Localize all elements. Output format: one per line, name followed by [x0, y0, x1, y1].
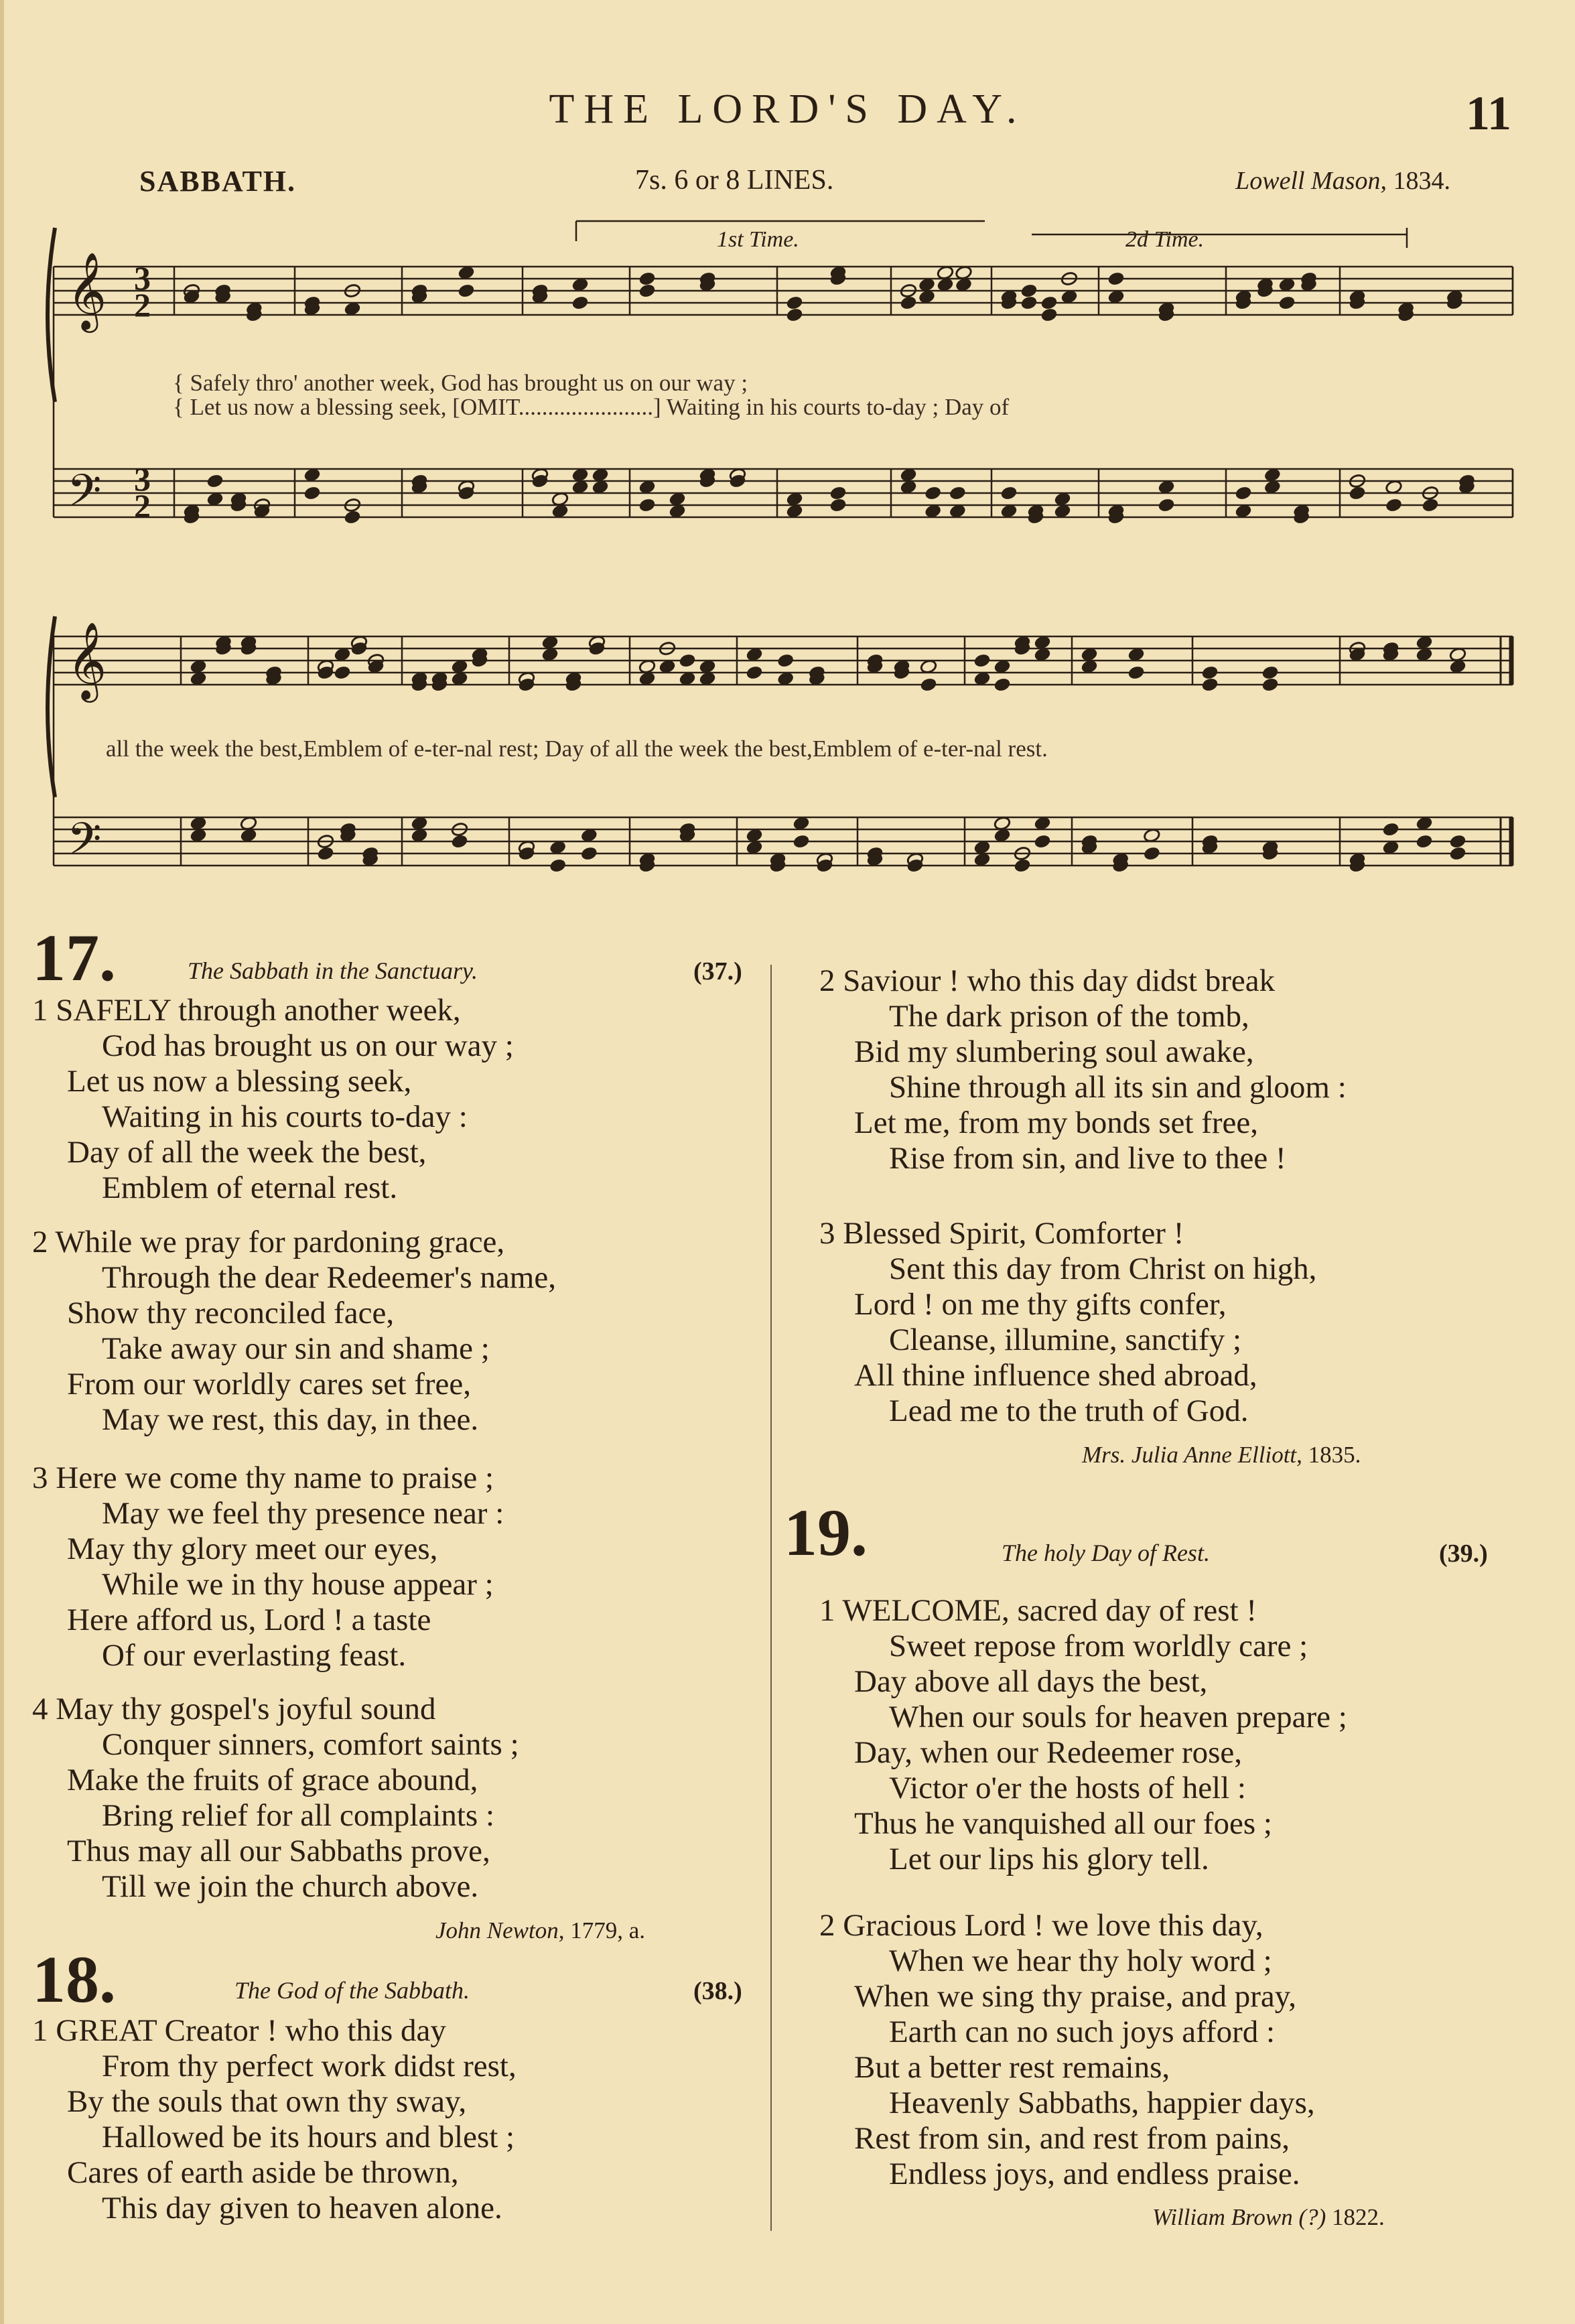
- verse-line: 1 GREAT Creator ! who this day: [32, 2013, 446, 2048]
- running-title: THE LORD'S DAY.: [549, 86, 1026, 132]
- verse-line: Thus he vanquished all our foes ;: [854, 1806, 1272, 1841]
- verse-line: Bring relief for all complaints :: [102, 1798, 495, 1833]
- notehead: [571, 295, 589, 311]
- hymn-17-verse-2: [32, 1225, 556, 1438]
- hymn-19-verse-2: [819, 1908, 1315, 2192]
- notehead: [1014, 858, 1031, 874]
- notehead: [1201, 665, 1219, 681]
- verse-line: Hallowed be its hours and blest ;: [102, 2120, 515, 2155]
- hymn-17-title: The Sabbath in the Sanctuary.: [188, 957, 478, 984]
- svg-text:𝄞: 𝄞: [67, 251, 107, 330]
- verse-line: Through the dear Redeemer's name,: [102, 1260, 556, 1295]
- svg-text:3: 3: [134, 460, 151, 498]
- verse-line: When we hear thy holy word ;: [889, 1943, 1272, 1978]
- verse-line: Cleanse, illumine, sanctify ;: [889, 1322, 1242, 1357]
- notehead: [949, 486, 966, 501]
- verse-line: Rise from sin, and live to thee !: [889, 1141, 1286, 1176]
- page-edge: [0, 0, 4, 2324]
- notehead: [1020, 295, 1038, 311]
- verse-line: Day above all days the best,: [854, 1664, 1208, 1699]
- verse-line: Sent this day from Christ on high,: [889, 1251, 1317, 1286]
- tune-composer: Lowell Mason, 1834.: [1235, 167, 1450, 195]
- underlay-line-3: all the week the best,Emblem of e-ter-nal rest; Day of all the week the best,Emblem of e-ter-nal rest.: [106, 736, 1048, 762]
- verse-line: Lord ! on me thy gifts confer,: [854, 1287, 1227, 1322]
- verse-line: 2 Gracious Lord ! we love this day,: [819, 1908, 1263, 1943]
- notehead: [1158, 498, 1175, 513]
- notehead: [1034, 834, 1051, 849]
- notehead: [458, 283, 475, 299]
- notehead: [925, 486, 942, 501]
- verse-line: Heavenly Sabbaths, happier days,: [889, 2086, 1315, 2120]
- column-divider: [770, 965, 772, 2231]
- notehead: [1201, 677, 1219, 693]
- verse-line: Cares of earth aside be thrown,: [67, 2155, 459, 2190]
- verse-line: While we in thy house appear ;: [102, 1567, 494, 1602]
- notehead: [1040, 295, 1058, 311]
- verse-line: Rest from sin, and rest from pains,: [854, 2121, 1290, 2156]
- svg-text:𝄞: 𝄞: [67, 621, 107, 699]
- notehead: [900, 295, 917, 311]
- verse-line: 3 Here we come thy name to praise ;: [32, 1460, 494, 1495]
- notehead: [344, 510, 361, 525]
- notehead: [1385, 498, 1402, 513]
- hymn-18-number: 18.: [32, 1942, 116, 2017]
- verse-line: Waiting in his courts to-day :: [102, 1099, 468, 1134]
- verse-line: By the souls that own thy sway,: [67, 2084, 467, 2119]
- notehead: [549, 858, 567, 874]
- page-number: 11: [1465, 86, 1511, 140]
- notehead: [786, 307, 803, 323]
- hymn-19-attribution: William Brown (?) 1822.: [1152, 2204, 1385, 2230]
- hymn-19-verse-1: [819, 1593, 1347, 1877]
- notehead: [580, 846, 598, 862]
- notehead: [777, 653, 795, 669]
- hymn-18-verse-1: [32, 2013, 517, 2226]
- notehead: [317, 846, 334, 862]
- verse-line: Of our everlasting feast.: [102, 1638, 407, 1673]
- verse-line: Conquer sinners, comfort saints ;: [102, 1727, 519, 1762]
- notehead: [829, 486, 847, 501]
- verse-line: But a better rest remains,: [854, 2050, 1170, 2085]
- svg-text:2: 2: [134, 487, 151, 525]
- notehead: [1261, 665, 1279, 681]
- svg-text:𝄢: 𝄢: [67, 813, 102, 876]
- svg-text:1st Time.: 1st Time.: [717, 227, 799, 252]
- notehead: [1278, 295, 1296, 311]
- verse-line: 2 Saviour ! who this day didst break: [819, 963, 1276, 998]
- verse-line: Show thy reconciled face,: [67, 1296, 395, 1330]
- verse-line: Till we join the church above.: [102, 1869, 479, 1904]
- notehead: [1127, 665, 1145, 681]
- notehead: [638, 283, 656, 299]
- underlay-line-1: { Safely thro' another week, God has brought us on our way ;: [173, 370, 748, 396]
- verse-line: The dark prison of the tomb,: [889, 999, 1249, 1034]
- notehead: [1449, 846, 1466, 862]
- verse-line: May we feel thy presence near :: [102, 1496, 504, 1531]
- verse-line: From thy perfect work didst rest,: [102, 2049, 517, 2083]
- notehead: [1261, 677, 1279, 693]
- hymn-17-verse-4: [32, 1692, 519, 1905]
- hymn-17-attribution: John Newton, 1779, a.: [435, 1917, 646, 1943]
- verse-line: Bid my slumbering soul awake,: [854, 1034, 1254, 1069]
- notehead: [994, 677, 1011, 693]
- verse-line: 3 Blessed Spirit, Comforter !: [819, 1216, 1184, 1251]
- svg-text:2d Time.: 2d Time.: [1125, 227, 1205, 252]
- hymn-19-number: 19.: [784, 1495, 868, 1570]
- notehead: [451, 834, 468, 849]
- hymn-18-verse-3: [819, 1216, 1317, 1429]
- hymn-18-verse-2: [819, 963, 1347, 1176]
- verse-line: 1 WELCOME, sacred day of rest !: [819, 1593, 1257, 1628]
- verse-line: May thy glory meet our eyes,: [67, 1531, 438, 1566]
- notehead: [973, 653, 991, 669]
- notehead: [303, 486, 321, 501]
- hymn-18-ref: (38.): [693, 1977, 742, 2005]
- notehead: [1449, 834, 1466, 849]
- verse-line: Victor o'er the hosts of hell :: [889, 1771, 1246, 1805]
- hymn-18-attribution: Mrs. Julia Anne Elliott, 1835.: [1082, 1442, 1361, 1468]
- verse-line: Let our lips his glory tell.: [889, 1842, 1209, 1876]
- notehead: [638, 498, 656, 513]
- verse-line: Sweet repose from worldly care ;: [889, 1629, 1308, 1663]
- hymn-17-ref: (37.): [693, 957, 742, 985]
- notehead: [829, 498, 847, 513]
- hymn-18-title: The God of the Sabbath.: [234, 1977, 470, 2004]
- notehead: [206, 474, 224, 489]
- notehead: [1143, 846, 1160, 862]
- notehead: [1416, 834, 1433, 849]
- notehead: [1020, 283, 1038, 299]
- tune-name: SABBATH.: [139, 165, 297, 198]
- notehead: [1422, 498, 1439, 513]
- verse-line: Here afford us, Lord ! a taste: [67, 1602, 431, 1637]
- verse-line: When our souls for heaven prepare ;: [889, 1700, 1347, 1734]
- verse-line: Take away our sin and shame ;: [102, 1331, 490, 1366]
- verse-line: Emblem of eternal rest.: [102, 1170, 398, 1205]
- verse-line: Let me, from my bonds set free,: [854, 1105, 1258, 1140]
- hymn-17-number: 17.: [32, 920, 116, 995]
- tune-meter: 7s. 6 or 8 LINES.: [635, 165, 834, 196]
- verse-line: May we rest, this day, in thee.: [102, 1402, 479, 1437]
- verse-line: All thine influence shed abroad,: [854, 1358, 1257, 1393]
- svg-text:𝄢: 𝄢: [67, 465, 102, 527]
- notehead: [1235, 486, 1252, 501]
- hymn-17-verse-1: [32, 993, 514, 1206]
- notehead: [1107, 271, 1125, 287]
- notehead: [1000, 486, 1018, 501]
- verse-line: Shine through all its sin and gloom :: [889, 1070, 1347, 1105]
- hymn-19-ref: (39.): [1439, 1540, 1488, 1568]
- notehead: [1382, 822, 1399, 837]
- verse-line: Earth can no such joys afford :: [889, 2014, 1276, 2049]
- notehead: [793, 834, 810, 849]
- verse-line: Let us now a blessing seek,: [67, 1064, 412, 1099]
- verse-line: When we sing thy praise, and pray,: [854, 1979, 1296, 2014]
- verse-line: 4 May thy gospel's joyful sound: [32, 1692, 436, 1726]
- notehead: [679, 653, 696, 669]
- verse-line: Lead me to the truth of God.: [889, 1393, 1249, 1428]
- verse-line: Day of all the week the best,: [67, 1135, 427, 1170]
- notehead: [786, 295, 803, 311]
- notehead: [746, 665, 763, 681]
- verse-line: Endless joys, and endless praise.: [889, 2157, 1300, 2191]
- hymn-19-title: The holy Day of Rest.: [1002, 1540, 1210, 1566]
- notehead: [1040, 307, 1058, 323]
- hymn-17-verse-3: [32, 1460, 504, 1673]
- notehead: [1349, 486, 1366, 501]
- verse-line: 2 While we pray for pardoning grace,: [32, 1225, 505, 1259]
- notehead: [920, 677, 937, 693]
- verse-line: This day given to heaven alone.: [102, 2191, 502, 2226]
- svg-text:3: 3: [134, 259, 151, 297]
- notehead: [334, 665, 351, 681]
- verse-line: Make the fruits of grace abound,: [67, 1763, 478, 1797]
- verse-line: God has brought us on our way ;: [102, 1028, 514, 1063]
- verse-line: 1 SAFELY through another week,: [32, 993, 461, 1028]
- underlay-line-2: { Let us now a blessing seek, [OMIT.......................] Waiting in his courts to-day ; Day of: [173, 394, 1010, 420]
- notehead: [638, 271, 656, 287]
- verse-line: Thus may all our Sabbaths prove,: [67, 1834, 490, 1868]
- verse-line: From our worldly cares set free,: [67, 1367, 471, 1402]
- svg-text:2: 2: [134, 286, 151, 324]
- verse-line: Day, when our Redeemer rose,: [854, 1735, 1243, 1770]
